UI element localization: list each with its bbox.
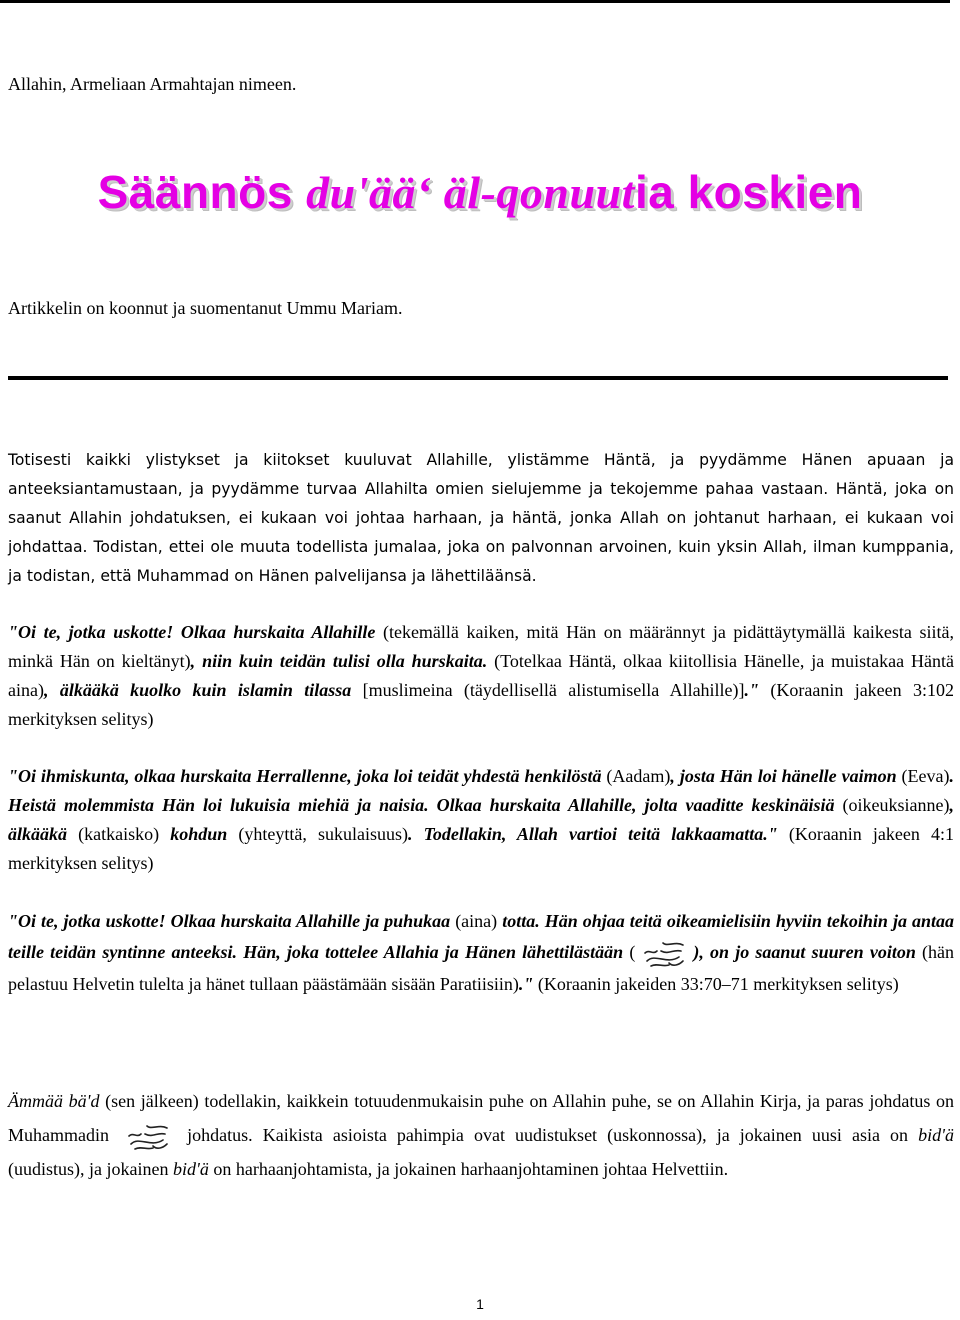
verse1-seg1: "Oi te, jotka uskotte! Olkaa hurskaita Allahille: [8, 622, 376, 642]
title-part-1: Säännös: [97, 166, 307, 218]
page-number: 1: [476, 1296, 484, 1312]
title-part-2: du'ää‘ äl-qonuut: [306, 167, 635, 218]
verse2-seg4: (Eeva): [896, 766, 950, 786]
page-title: [0, 162, 960, 223]
verse-4-1-paragraph: [8, 762, 954, 878]
horizontal-divider: [8, 376, 948, 380]
verse1-seg6: [muslimeina (täydellisellä alistumisella Allahille)]: [351, 680, 745, 700]
closing-seg3: johdatus. Kaikista asioista pahimpia ovat uudistukset (uskonnossa), ja jokainen uusi asia on: [177, 1125, 919, 1145]
verse3-seg1: "Oi te, jotka uskotte! Olkaa hurskaita Allahille ja puhukaa: [8, 911, 451, 931]
closing-seg5: (uudistus), ja jokainen: [8, 1159, 173, 1179]
verse1-seg4: (Totelkaa Häntä, olkaa kiitollisia Hänelle, ja muistakaa Häntä aina): [8, 651, 954, 700]
verse3-seg7: .": [518, 973, 534, 994]
verse1-reference: (Koraanin jakeen 3:102 merkityksen selitys): [8, 680, 955, 729]
closing-paragraph: [8, 1084, 954, 1186]
verse2-seg6: (oikeuksianne): [834, 795, 950, 815]
closing-seg1: Ämmää bä'd: [8, 1091, 100, 1111]
verse-33-70-paragraph: [8, 906, 954, 1000]
verse3-seg3: totta. Hän ohjaa teitä oikeamielisiin hyviin tekoihin ja antaa teille teidän syntinne anteeksi. Hän, joka tottelee Allahia ja Hänen lähettilästään: [8, 911, 954, 962]
verse1-seg3: , niin kuin teidän tulisi olla hurskaita.: [190, 651, 488, 671]
salawat-calligraphy-icon: [123, 1122, 173, 1152]
verse2-seg7: , älkääkä: [8, 795, 955, 844]
greeting: Allahin, Armeliaan Armahtajan nimeen.: [8, 74, 297, 94]
verse2-seg10: (yhteyttä, sukulaisuus): [227, 824, 408, 844]
verse2-reference: (Koraanin jakeen 4:1 merkityksen selitys): [8, 824, 954, 873]
closing-seg6: bid'ä: [172, 1159, 209, 1179]
byline: Artikkelin on koonnut ja suomentanut Ummu Mariam.: [8, 298, 403, 318]
closing-seg7: on harhaanjohtamista, ja jokainen harhaanjohtaminen johtaa Helvettiin.: [208, 1159, 729, 1179]
salawat-calligraphy-icon: [639, 939, 689, 969]
closing-seg4: bid'ä: [918, 1125, 954, 1145]
verse3-seg4: (: [623, 942, 636, 962]
verse2-seg2: (Aadam): [601, 766, 671, 786]
verse3-seg5: ), on jo saanut suuren voiton: [693, 942, 916, 962]
verse1-seg2: (tekemällä kaiken, mitä Hän on määrännyt ja pidättäytymällä kaikesta siitä, minkä Hän on kieltänyt): [8, 622, 954, 671]
intro-paragraph: Totisesti kaikki ylistykset ja kiitokset kuuluvat Allahille, ylistämme Häntä, ja pyydämme Hänen apuaan ja anteeksiantamustaan, ja pyydämme turvaa Allahilta omien sielujemme ja tekojemme pahaa vastaan. Häntä, joka on saanut Allahin johdatuksen, ei kukaan voi johtaa harhaan, ja häntä, jonka Allah on johtanut harhaan, ei kukaan voi johdattaa. Todistan, ettei ole muuta todellista jumalaa, joka on palvonnan arvoinen, kuin yksin Allah, ilman kumppania, ja todistan, että Muhammad on Hänen palvelijansa ja lähettiläänsä.: [8, 451, 954, 585]
verse1-seg7: .": [744, 680, 760, 700]
verse2-seg9: kohdun: [170, 824, 228, 844]
verse3-reference: (Koraanin jakeiden 33:70–71 merkityksen selitys): [533, 973, 899, 994]
closing-seg2: (sen jälkeen) todellakin, kaikkein totuudenmukaisin puhe on Allahin puhe, se on Allahin Kirja, ja paras johdatus on Muhammadin: [8, 1091, 954, 1145]
verse2-seg8: (katkaisko): [67, 824, 171, 844]
verse2-seg11: . Todellakin, Allah vartioi teitä lakkaamatta.": [407, 824, 778, 844]
verse1-seg5: , älkääkä kuolko kuin islamin tilassa: [43, 680, 352, 700]
verse3-seg6: (hän pelastuu Helvetin tulelta ja hänet tullaan päästämään sisään Paratiisiin): [8, 942, 954, 994]
verse2-seg3: , josta Hän loi hänelle vaimon: [670, 766, 897, 786]
title-part-3: ia koskien: [634, 166, 863, 218]
verse-3-102-paragraph: [8, 618, 954, 734]
verse2-seg5: . Heistä molemmista Hän loi lukuisia miehiä ja naisia. Olkaa hurskaita Allahille, jolta vaaditte keskinäisiä: [8, 766, 954, 815]
verse3-seg2: (aina): [450, 911, 503, 931]
verse2-seg1: "Oi ihmiskunta, olkaa hurskaita Herrallenne, joka loi teidät yhdestä henkilöstä: [8, 766, 602, 786]
top-border-line: [0, 0, 950, 3]
